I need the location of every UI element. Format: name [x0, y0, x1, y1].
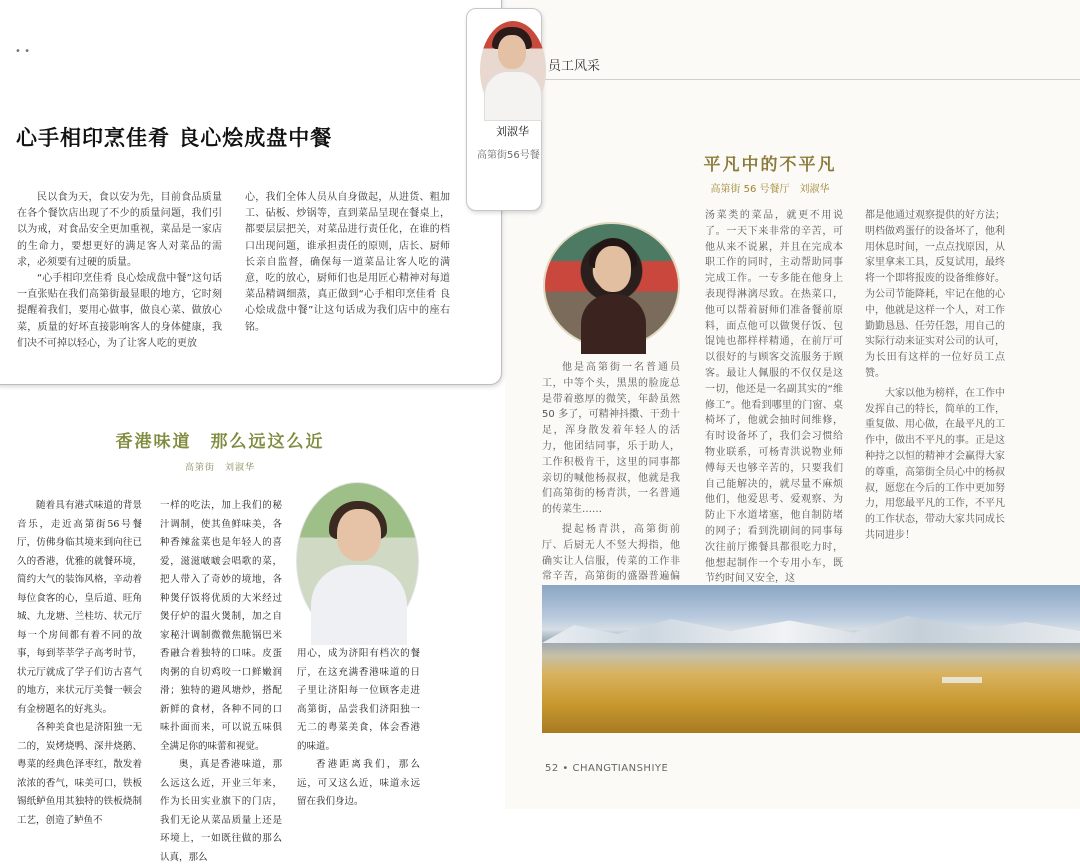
- profile-card: [466, 8, 542, 211]
- profile-subtitle: 高第街56号餐: [477, 150, 540, 161]
- profile-name: 刘淑华: [496, 125, 529, 138]
- article-title-bottom: 香港味道 那么远这么近: [115, 432, 325, 452]
- photo-face: [337, 509, 381, 561]
- article-column-right-2: [705, 208, 843, 591]
- article-column-bottom-1: [17, 497, 142, 830]
- article-column-right-3: [865, 208, 1005, 548]
- photo-face: [498, 35, 526, 69]
- photo-face: [595, 246, 631, 292]
- paragraph: 心，我们全体人员从自身做起，从进货、粗加工、砧板、炒锅等，直到菜品呈现在餐桌上，都要层层把关，对菜品进行责任化，在谁的档口出现问题，谁承担责任的原则，店长、厨师长亲自监督，确保每一道菜品让客人吃的满意，吃的放心，厨师们也是用匠心精神对每道菜品精调细蒸，真正做到“心手相印烹佳肴 良心烩成盘中餐”让这句话成为我们店中的座右铭。: [245, 192, 450, 333]
- paragraph: 奥，真是香港味道，那么远这么近，开业三年来，作为长田实业旗下的门店，我们无论从菜品质量上还是环境上，一如既往做的那么认真，那么: [160, 759, 282, 863]
- paragraph: 汤菜类的菜品，就更不用说了。一天下来非常的辛苦，可他从来不说累，并且在完成本职工作的同时，主动帮助同事完成工作。一专多能在他身上表现得淋漓尽致。在热菜口，他可以帮着厨师们准备餐前原料，面点他可以做煲仔饭、包馄饨也都样样精通，在前厅可以很好的与顾客交流服务于顾客。最让人佩服的不仅仅是这一切，他还是一名副其实的“维修工”。他看到哪里的门窗、桌椅坏了，他就会抽时间维修，有时设备坏了，我们会习惯给物业联系，可杨青洪说物业师傅每天也够辛苦的，只要我们自己能解决的，就尽量不麻烦他们，他爱思考、爱观察、为防止下水道堵塞，他自制防堵的网子；看到洗刷间的同事每次往前厅搬餐具都很吃力时，他想起制作一个专用小车，既节约时间又安全，这: [705, 210, 843, 585]
- paragraph: 提起杨青洪，高第街前厅、后厨无人不竖大拇指，他确实让人信服，传菜的工作非常辛苦，高第街的盛器普遍偏: [542, 523, 680, 583]
- photo-shirt: [311, 565, 407, 645]
- page-footer: 52 • CHANGTIANSHIYE: [545, 763, 669, 774]
- paragraph: 随着具有港式味道的背景音乐，走近高第街56号餐厅，仿佛身临其境来到向往已久的香港，优雅的就餐环境，简约大气的装饰风格，辛动着每位食客的心，皇后道、旺角城、九龙塘、兰桂坊、状元厅每一个房间都有着不同的故事，每到莘莘学子高考时节，状元厅就成了学子们访古喜气的地方，来状元厅美餐一顿会有金榜题名的好兆头。: [17, 500, 142, 715]
- section-divider: [540, 79, 1080, 80]
- photo-body: [581, 294, 646, 354]
- paragraph: 民以食为天，食以安为先，目前食品质量在各个餐饮店出现了不少的质量问题，我们引以为戒，对食品安全更加重视，菜品是一家店的生命力，要想更好的满足客人对菜品的需求，必须要有过硬的质量。: [17, 192, 222, 268]
- decorative-dots: • •: [15, 46, 30, 57]
- mountain-range: [542, 613, 1080, 643]
- distant-building: [942, 677, 982, 683]
- article-column-right-1: [542, 360, 680, 605]
- paragraph: 他是高第街一名普通员工，中等个头，黑黑的脸庞总是带着憨厚的微笑，年龄虽然 50 多了，可精神抖擞、干劲十足，浑身散发着年轻人的活力，他团结同事，乐于助人，工作积极肯干，这里的同事都亲切的喊他杨叔叔，他就是我们高第街的杨青洪，一名普通的传菜生……: [542, 362, 680, 516]
- article-headline: 心手相印烹佳肴 良心烩成盘中餐: [16, 126, 333, 150]
- paragraph: 用心，成为济阳有档次的餐厅，在这充满香港味道的日子里让济阳每一位顾客走进高第街，品尝我们济阳独一无二的粤菜美食，体会香港的味道。: [297, 648, 420, 752]
- grassland-landscape-photo: [542, 585, 1080, 733]
- section-title: 员工风采: [540, 60, 600, 74]
- paragraph: 香港距离我们，那么远，可又这么近，味道永远留在我们身边。: [297, 759, 420, 807]
- article-byline-bottom: 高第街 刘淑华: [184, 463, 255, 473]
- article-column-top-1: [17, 190, 222, 352]
- article-column-bottom-3: [297, 645, 420, 812]
- paragraph: 大家以他为榜样，在工作中发挥自己的特长，简单的工作，重复做、用心做，在最平凡的工作中，做出不平凡的事。正是这种持之以恒的精神才会赢得大家的尊重，高第街全员心中的杨叔叔，愿您在今后的工作中更加努力，用您最平凡的工作，不平凡的工作状态，带动大家共同成长共同进步！: [865, 387, 1005, 541]
- article-column-bottom-2: [160, 497, 282, 867]
- profile-photo: [480, 21, 546, 119]
- article-title-right: 平凡中的不平凡: [703, 155, 837, 175]
- photo-chef-coat: [484, 71, 542, 121]
- author-photo: [296, 482, 419, 640]
- paragraph: 都是他通过观察提供的好方法；明档做鸡蛋仔的设备坏了，他利用休息时间，一点点找原因，从家里拿来工具，反复试用，最终将一个即将报废的设备维修好。为公司节能降耗，牢记在他的心中，他就是这样一个人，对工作勤勤恳恳、任劳任怨，用自己的实际行动来证实对公司的认可，为长田有这样的一位好员工点赞。: [865, 210, 1005, 379]
- article-column-top-2: [245, 190, 450, 336]
- paragraph: 一样的吃法，加上我们的秘汁调制，使其鱼鲜味美，各种香辣盆菜也是年轻人的喜爱，滋滋啵啵会唱歌的菜，把人带入了奇妙的境地，各种煲仔饭将优质的大米经过煲仔炉的温火煲制，加之自家秘汁调制微微焦脆锅巴米香融合着独特的口味。皮蛋肉粥的自切鸡咬一口鲜嫩润滑；独特的避风塘炒，搭配新鲜的食材，各种不同的口味扑面而来，可以说五味俱全满足你的味蕾和视觉。: [160, 500, 282, 752]
- employee-photo: [543, 222, 680, 349]
- paragraph: 各种美食也是济阳独一无二的，炭烤烧鸭、深井烧鹅、粤菜的经典色泽枣红，散发着浓浓的香气，味美可口，铁板锡纸鲈鱼用其独特的铁板烧制工艺，创造了鲈鱼不: [17, 722, 142, 826]
- paragraph: “心手相印烹佳肴 良心烩成盘中餐”这句话一直张贴在我们高第街最显眼的地方，它时刻提醒着我们，要用心做事，做良心菜、做放心菜，质量的好坏直接影响客人的身体健康，我们决不可掉以轻心，为了让客人吃的更放: [17, 273, 222, 349]
- article-byline-right: 高第街 56 号餐厅 刘淑华: [710, 184, 830, 195]
